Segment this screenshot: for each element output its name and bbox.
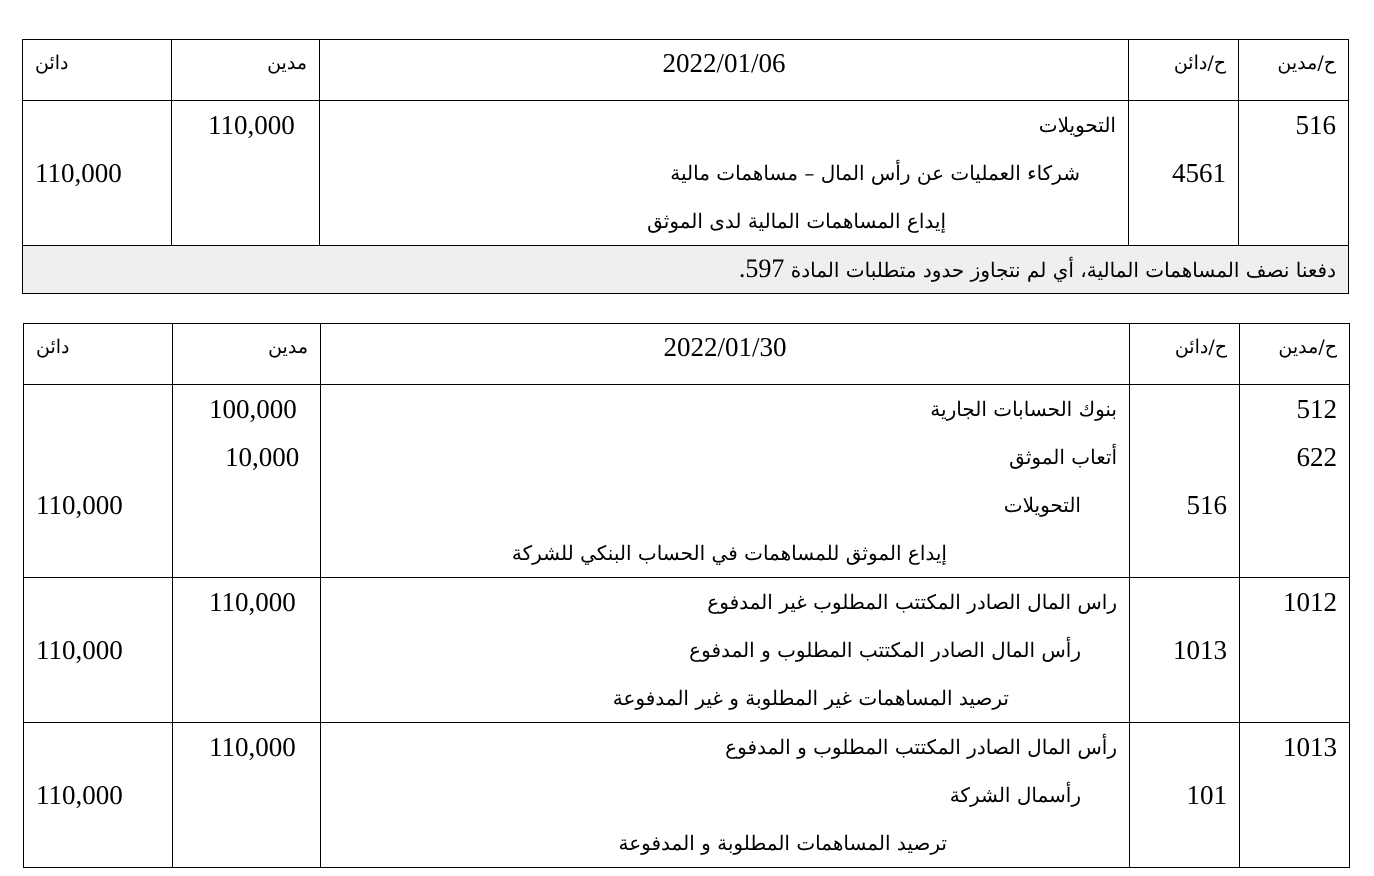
credit-account-number: 1013: [1173, 635, 1227, 665]
note-text: دفعنا نصف المساهمات المالية، أي لم نتجاوز حدود متطلبات المادة: [790, 258, 1336, 282]
debit-amount: 10,000: [225, 442, 300, 472]
journal-entry-row: [24, 385, 1350, 578]
debit-account-cell: [1240, 385, 1350, 578]
journal-note-row: [23, 246, 1349, 294]
credit-account-header: ح/دائن: [1129, 40, 1239, 101]
description-cell: [321, 385, 1130, 578]
entry-memo: ترصيد المساهمات المطلوبة و المدفوعة: [618, 831, 947, 855]
entry-memo: ترصيد المساهمات غير المطلوبة و غير المدفوعة: [612, 686, 1009, 710]
credit-header: دائن: [24, 324, 173, 385]
debit-account-number: 622: [1296, 442, 1337, 472]
debit-amount: 110,000: [208, 110, 295, 140]
description-cell: [321, 723, 1130, 868]
debit-amount-cell: [173, 385, 321, 578]
credit-header: دائن: [23, 40, 172, 101]
entry-date: 2022/01/30: [321, 324, 1130, 385]
credit-account-number: 101: [1186, 780, 1227, 810]
debit-account-name: راس المال الصادر المكتتب المطلوب غير المدفوع: [707, 590, 1117, 614]
entry-date: 2022/01/06: [320, 40, 1129, 101]
credit-account-number: 516: [1186, 490, 1227, 520]
credit-account-cell: [1130, 723, 1240, 868]
debit-account-cell: [1240, 723, 1350, 868]
debit-account-header: ح/مدين: [1239, 40, 1349, 101]
credit-account-number: 4561: [1172, 158, 1226, 188]
credit-amount-cell: [24, 723, 173, 868]
debit-account-header: ح/مدين: [1240, 324, 1350, 385]
debit-account-cell: [1240, 578, 1350, 723]
journal-entry-table-2: [23, 323, 1350, 868]
journal-note: [23, 246, 1349, 294]
entry-memo: إيداع الموثق للمساهمات في الحساب البنكي للشركة: [511, 541, 947, 565]
description-cell: [321, 578, 1130, 723]
debit-account-name: التحويلات: [1038, 113, 1116, 137]
credit-amount: 110,000: [36, 635, 123, 665]
debit-amount-cell: [172, 101, 320, 246]
debit-amount: 110,000: [209, 732, 296, 762]
journal-entry-row: [23, 101, 1349, 246]
debit-account-name: أتعاب الموثق: [1009, 445, 1117, 469]
credit-amount-cell: [24, 385, 173, 578]
debit-account-number: 1012: [1283, 587, 1337, 617]
debit-amount: 110,000: [209, 587, 296, 617]
debit-amount-cell: [173, 578, 321, 723]
credit-account-name: رأس المال الصادر المكتتب المطلوب و المدفوع: [689, 638, 1081, 662]
debit-account-cell: [1239, 101, 1349, 246]
journal-entry-table-1: [22, 39, 1349, 294]
credit-amount: 110,000: [36, 780, 123, 810]
journal-header-row: [24, 324, 1350, 385]
debit-header: مدين: [172, 40, 320, 101]
credit-amount-cell: [24, 578, 173, 723]
description-cell: [320, 101, 1129, 246]
debit-account-number: 512: [1296, 394, 1337, 424]
credit-amount: 110,000: [36, 490, 123, 520]
credit-account-name: رأسمال الشركة: [949, 783, 1081, 807]
debit-account-number: 1013: [1283, 732, 1337, 762]
journal-header-row: [23, 40, 1349, 101]
debit-header: مدين: [173, 324, 321, 385]
credit-account-cell: [1129, 101, 1239, 246]
credit-account-name: شركاء العمليات عن رأس المال – مساهمات مالية: [670, 161, 1080, 185]
credit-account-name: التحويلات: [1003, 493, 1081, 517]
debit-account-name: رأس المال الصادر المكتتب المطلوب و المدفوع: [725, 735, 1117, 759]
credit-amount-cell: [23, 101, 172, 246]
credit-account-cell: [1130, 385, 1240, 578]
credit-amount: 110,000: [35, 158, 122, 188]
journal-entry-row: [24, 723, 1350, 868]
debit-account-number: 516: [1295, 110, 1336, 140]
debit-account-name: بنوك الحسابات الجارية: [930, 397, 1117, 421]
debit-amount: 100,000: [209, 394, 297, 424]
journal-entry-row: [24, 578, 1350, 723]
credit-account-header: ح/دائن: [1130, 324, 1240, 385]
entry-memo: إيداع المساهمات المالية لدى الموثق: [647, 209, 946, 233]
note-article-number: 597.: [738, 254, 785, 283]
credit-account-cell: [1130, 578, 1240, 723]
debit-amount-cell: [173, 723, 321, 868]
